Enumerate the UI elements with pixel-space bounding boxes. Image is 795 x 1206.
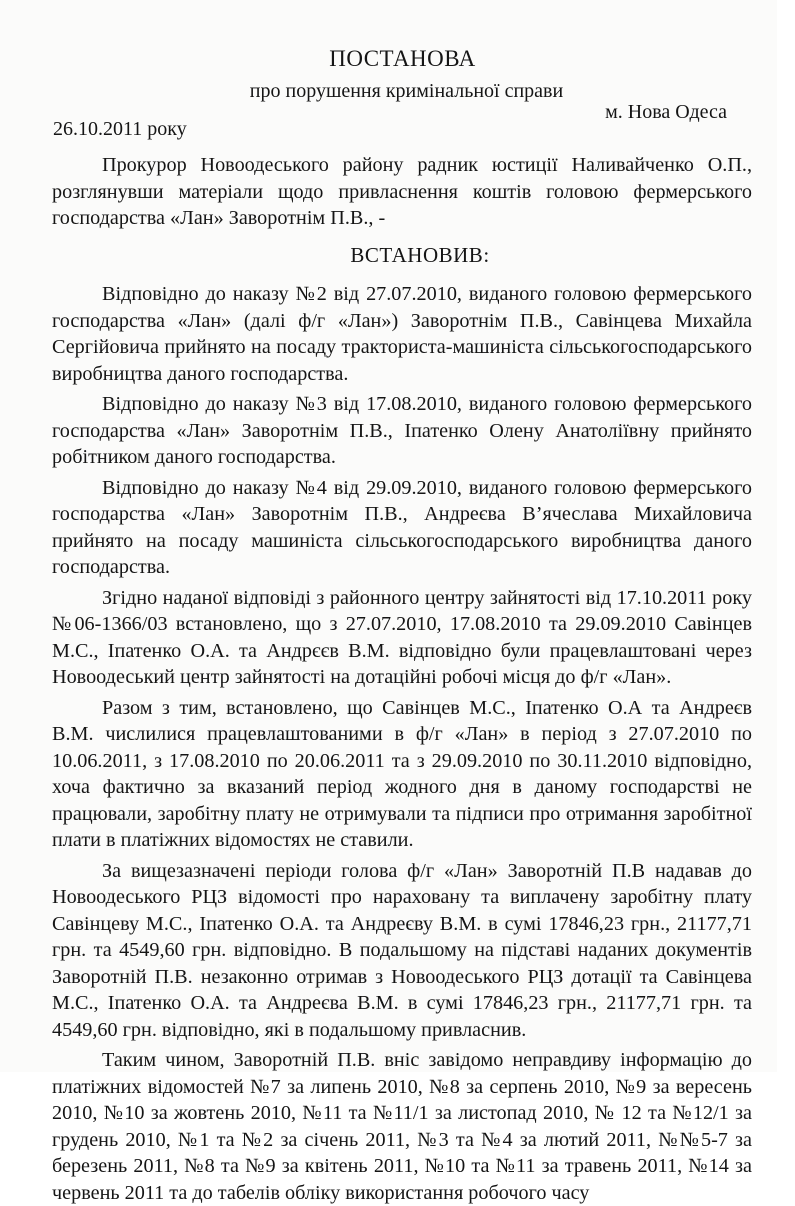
- paragraph-conclusion: Таким чином, Заворотній П.В. вніс завідомо неправдиву інформацію до платіжних відомостей №7 за липень 2010, №8 за серпень 2010, №9 за вересень 2010, №10 за жовтень 2010, №11 та №11/1 за листопад 2010, № 12 та №12/1 за грудень 2010, №1 та №2 за січень 2011, №3 та №4 за лютий 2011, №№5-7 за березень 2011, №8 та №9 за квітень 2011, №10 та №11 за травень 2011, №14 за червень 2011 та до табелів обліку використання робочого часу: [52, 1049, 752, 1204]
- document-city: м. Нова Одеса: [605, 101, 727, 123]
- paragraph-established: Разом з тим, встановлено, що Савінцев М.С., Іпатенко О.А та Андреєв В.М. числилися працевлаштованими в ф/г «Лан» в період з 27.07.2010 по 10.06.2011, з 17.08.2010 по 20.06.2011 та з 29.09.2010 по 30.11.2010 відповідно, хоча фактично за вказаний період жодного дня в даному господарстві не працювали, заробітну плату не отримували та підписи про отримання заробітної плати в платіжних відомостях не ставили.: [52, 696, 752, 851]
- document-subtitle: про порушення кримінальної справи: [249, 80, 564, 102]
- section-heading: ВСТАНОВИВ:: [350, 242, 490, 267]
- document-date: 26.10.2011 року: [53, 118, 187, 140]
- paragraph-order-4: Відповідно до наказу №4 від 29.09.2010, виданого головою фермерського господарства «Лан» Заворотнім П.В., Андреєва В’ячеслава Михайловича прийнято на посаду машиніста сільськогосподарського виробництва даного господарства.: [52, 476, 752, 578]
- paragraph-payments: За вищезазначені періоди голова ф/г «Лан» Заворотній П.В надавав до Новоодеського РЦЗ відомості про нараховану та виплачену заробітну плату Савінцеву М.С., Іпатенко О.А. та Андреєву В.М. в сумі 17846,23 грн., 21177,71 грн. та 4549,60 грн. відповідно. В подальшому на підставі наданих документів Заворотній П.В. незаконно отримав з Новоодеського РЦЗ дотації та Савінцева М.С., Іпатенко О.А. та Андреєва В.М. в сумі 17846,23 грн., 21177,71 грн. та 4549,60 грн. відповідно, які в подальшому привласнив.: [52, 859, 752, 1041]
- document-title: ПОСТАНОВА: [329, 46, 476, 71]
- document-body: [52, 152, 752, 1206]
- paragraph-order-3: Відповідно до наказу №3 від 17.08.2010, виданого головою фермерського господарства «Лан» Заворотнім П.В., Іпатенко Олену Анатоліївну прийнято робітником даного господарства.: [52, 393, 752, 468]
- intro-paragraph: Прокурор Новоодеського району радник юстиції Наливайченко О.П., розглянувши матеріали щодо привласнення коштів головою фермерського господарства «Лан» Заворотнім П.В., -: [52, 154, 752, 229]
- paragraph-employment-center: Згідно наданої відповіді з районного центру зайнятості від 17.10.2011 року №06-1366/03 встановлено, що з 27.07.2010, 17.08.2010 та 29.09.2010 Савінцев М.С., Іпатенко О.А. та Андрєєв В.М. відповідно були працевлаштовані через Новоодеський центр зайнятості на дотаційні робочі місця до ф/г «Лан».: [52, 586, 752, 688]
- paragraph-order-2: Відповідно до наказу №2 від 27.07.2010, виданого головою фермерського господарства «Лан» (далі ф/г «Лан») Заворотнім П.В., Савінцева Михайла Сергійовича прийнято на посаду тракториста-машиніста сільськогосподарського виробництва даного господарства.: [52, 283, 752, 385]
